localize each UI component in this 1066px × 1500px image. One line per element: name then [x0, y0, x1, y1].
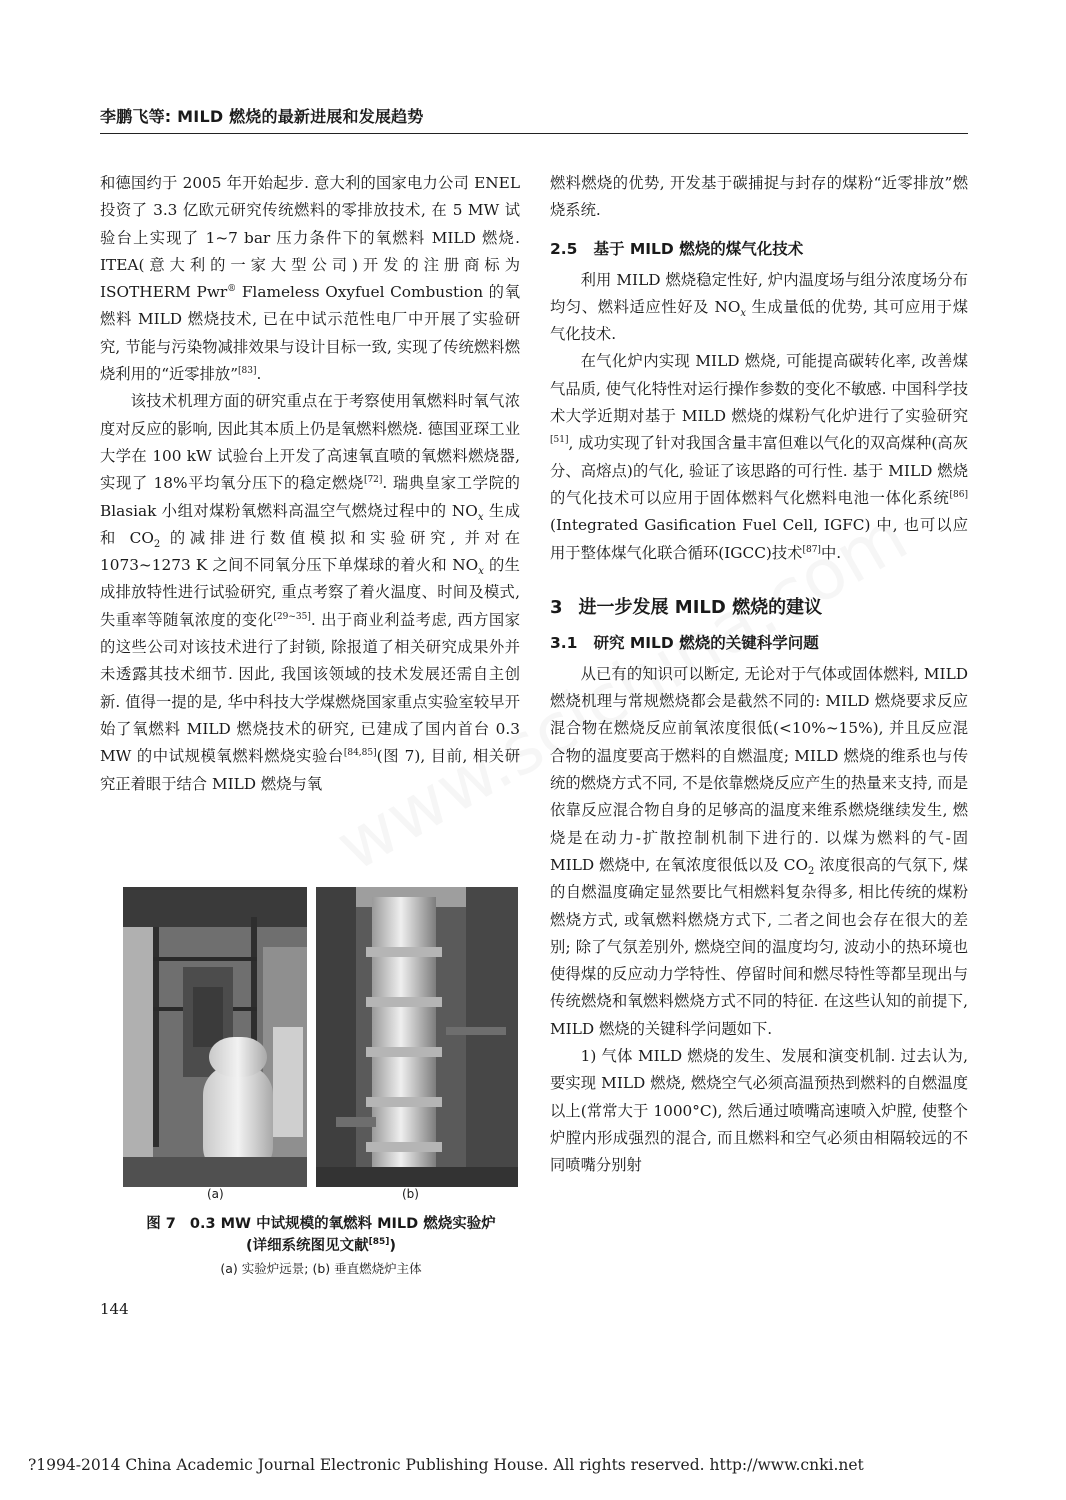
paragraph: 和德国约于 2005 年开始起步. 意大利的国家电力公司 ENEL 投资了 3.3 亿欧元研究传统燃料的零排放技术, 在 5 MW 试验台上实现了 1~7 bar 压力条件下的氧燃料 MILD 燃烧. ITEA(意大利的一家大型公司)开发的注册商标为 ISOTHERM Pwr® Flameless Oxyfuel Combustion 的氧燃料 MILD 燃烧技术, 已在中试示范性电厂中开展了实验研究, 节能与污染物减排效果与设计目标一致, 实现了传统燃料燃烧利用的“近零排放”[83].	[100, 174, 520, 384]
page-number: 144	[100, 1300, 129, 1318]
section-heading-2-5: 2.5 基于 MILD 燃烧的煤气化技术	[550, 239, 804, 258]
paragraph: 利用 MILD 燃烧稳定性好, 炉内温度场与组分浓度场分布均匀、燃料适应性好及 $NO_x$ 生成量低的优势, 其可应用于煤气化技术.	[550, 270, 968, 344]
paragraph: 该技术机理方面的研究重点在于考察使用氧燃料时氧气浓度对反应的影响, 因此其本质上仍是氧燃料燃烧. 德国亚琛工业大学在 100 kW 试验台上开发了高速氧直喷的氧燃料燃烧器, 实现了 18%平均氧分压下的稳定燃烧[72]. 瑞典皇家工学院的 Blasiak 小组对煤粉氧燃料高温空气燃烧过程中的 $NO_x$ 生成和 $CO_2$ 的减排进行数值模拟和实验研究, 并对在 1073~1273 K 之间不同氧分压下单煤球的着火和 $NO_x$ 的生成排放特性进行试验研究, 重点考察了着火温度、时间及模式, 失重率等随氧浓度的变化[29~35]. 出于商业利益考虑, 西方国家的这些公司对该技术进行了封锁, 除报道了相关研究成果外并未透露其技术细节. 因此, 我国该领域的技术发展还需自主创新. 值得一提的是, 华中科技大学煤燃烧国家重点实验室较早开始了氧燃料 MILD 燃烧技术的研究, 已建成了国内首台 0.3 MW 的中试规模氧燃料燃烧实验台[84,85](图 7), 目前, 相关研究正着眼于结合 MILD 燃烧与氧	[100, 392, 521, 793]
paragraph: 在气化炉内实现 MILD 燃烧, 可能提高碳转化率, 改善煤气品质, 使气化特性对运行操作参数的变化不敏感. 中国科学技术大学近期对基于 MILD 燃烧的煤粉气化炉进行了实验研究[51], 成功实现了针对我国含量丰富但难以气化的双高煤种(高灰分、高熔点)的气化, 验证了该思路的可行性. 基于 MILD 燃烧的气化技术可以应用于固体燃料气化燃料电池一体化系统[86](Integrated Gasification Fuel Cell, IGFC) 中, 也可以应用于整体煤气化联合循环(IGCC)技术[87]中.	[550, 352, 968, 562]
paragraph: 燃料燃烧的优势, 开发基于碳捕捉与封存的煤粉“近零排放”燃烧系统.	[550, 174, 968, 220]
figure-photos	[123, 887, 518, 1201]
section-heading-3-1: 3.1 研究 MILD 燃烧的关键科学问题	[550, 633, 819, 652]
running-head: 李鹏飞等: MILD 燃烧的最新进展和发展趋势	[100, 107, 424, 126]
photo-vertical-furnace	[316, 887, 518, 1187]
furnace-overview-image	[123, 887, 307, 1187]
copyright-footer: ?1994-2014 China Academic Journal Electronic Publishing House. All rights reserved. http://www.cnki.net	[28, 1456, 864, 1474]
photo-furnace-overview	[123, 887, 307, 1187]
subfigure-label-b: (b)	[402, 1187, 419, 1201]
header-rule	[100, 133, 968, 134]
paragraph: 1) 气体 MILD 燃烧的发生、发展和演变机制. 过去认为, 要实现 MILD 燃烧, 燃烧空气必须高温预热到燃料的自燃温度以上(常常大于 1000°C), 然后通过喷嘴高速喷入炉膛, 使整个炉膛内形成强烈的混合, 而且燃料和空气必须由相隔较远的不同喷嘴分别射	[550, 1047, 968, 1175]
subfigure-label-a: (a)	[207, 1187, 224, 1201]
paragraph: 从已有的知识可以断定, 无论对于气体或固体燃料, MILD 燃烧机理与常规燃烧都会是截然不同的: MILD 燃烧要求反应混合物在燃烧反应前氧浓度很低(<10%~15%), 并且反应混合物的温度要高于燃料的自燃温度; MILD 燃烧的维系也与传统的燃烧方式不同, 不是依靠燃烧反应产生的热量来支持, 而是依靠反应混合物自身的足够高的温度来维系燃烧继续发生, 燃烧是在动力-扩散控制机制下进行的. 以煤为燃料的气-固 MILD 燃烧中, 在氧浓度很低以及 $CO_2$ 浓度很高的气氛下, 煤的自燃温度确定显然要比气相燃料复杂得多, 相比传统的煤粉燃烧方式, 或氧燃料燃烧方式下, 二者之间也会存在很大的差别; 除了气氛差别外, 燃烧空间的温度均匀, 波动小的热环境也使得煤的反应动力学特性、停留时间和燃尽特性等都呈现出与传统燃烧和氧燃料燃烧方式不同的特征. 在这些认知的前提下, MILD 燃烧的关键科学问题如下.	[550, 664, 968, 1038]
figure-title: 图 7 0.3 MW 中试规模的氧燃料 MILD 燃烧实验炉 (详细系统图见文献[85])	[146, 1216, 496, 1254]
left-column	[100, 170, 520, 798]
figure-subcaption: (a) 实验炉远景; (b) 垂直燃烧炉主体	[220, 1261, 422, 1276]
right-column	[550, 170, 968, 1180]
vertical-furnace-image	[316, 887, 518, 1187]
figure-caption	[101, 1213, 541, 1277]
section-heading-3: 3 进一步发展 MILD 燃烧的建议	[550, 596, 823, 618]
figure-7	[123, 887, 518, 1276]
